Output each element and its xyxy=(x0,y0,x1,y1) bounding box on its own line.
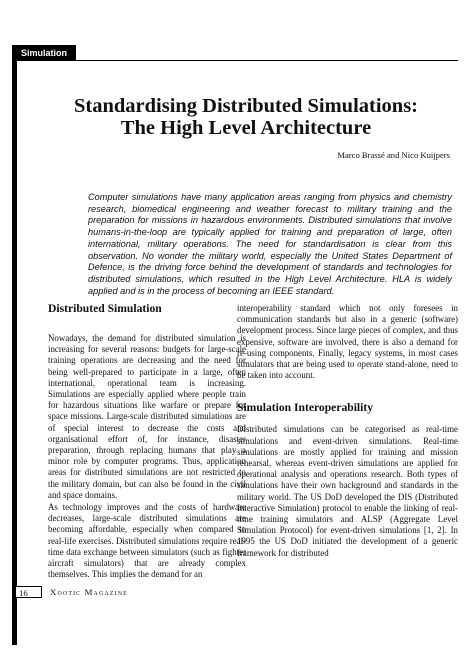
abstract: Computer simulations have many application areas ranging from physics and chemistry research, biomedical engineering and weather forecast to military training and the preparation for missions in hazardous environments. Distributed simulations that involve humans-in-the-loop are typically applied for training and preparation of large, often international, military operations. The need for standardisation is clear from this observation. No wonder the military world, especially the United States Department of Defence, is the driving force behind the development of standards and technologies for distributed simulations, which resulted in the High Level Architecture. HLA is widely applied and is in the process of becoming an IEEE standard. xyxy=(88,192,452,296)
page-number: 16 xyxy=(16,586,42,598)
article-title-line-1: Standardising Distributed Simulations: xyxy=(73,95,419,117)
authors: Marco Brassé and Nico Kuijpers xyxy=(337,150,450,160)
header-rule xyxy=(76,60,458,61)
right-column xyxy=(237,300,458,559)
left-margin-bar xyxy=(12,45,17,645)
section-heading-simulation-interoperability: Simulation Interoperability xyxy=(237,401,374,415)
body-paragraph: As technology improves and the costs of hardware decreases, large-scale distributed simulations are becoming affordable, especially when compared to real-life exercises. Distributed simulations require real-time data exchange between simulators (such as fighter aircraft simulators) that are already complex themselves. This implies the demand for an xyxy=(48,502,246,580)
left-column xyxy=(48,300,246,580)
body-paragraph: Nowadays, the demand for distributed simulation is increasing for several reasons: budgets for large-scale training operations are decreasing and the need for being well-prepared to participate in a large, often international, operational team is increasing. Simulations are especially applied where people train for hazardous situations like warfare or prepare for space missions. Large-scale distributed simulations are of special interest to decrease the costs and organisational effort of, for instance, disaster preparation, through replacing humans that play a minor role by computer programs. Thus, application areas for distributed simulations are not restricted to the military domain, but can also be found in the civil and space domains. xyxy=(48,333,246,500)
body-paragraph: interoperability standard which not only foresees in communication standards but also in a generic (software) development process. Since large pieces of complex, and thus expensive, software are involved, there is also a demand for re-using components. Finally, legacy systems, in most cases simulators that are being used to operate stand-alone, need to be taken into account. xyxy=(237,303,458,381)
article-title-line-2: The High Level Architecture xyxy=(120,117,372,139)
magazine-name: Xootic Magazine xyxy=(50,587,128,597)
section-heading-distributed-simulation: Distributed Simulation xyxy=(48,302,162,315)
section-label: Simulation xyxy=(16,45,76,61)
body-paragraph: Distributed simulations can be categorised as real-time simulations and event-driven simulations. Real-time simulations are mostly applied for training and mission rehearsal, whereas event-driven simulations are applied for operational analysis and operations research. Both types of simulations have their own background and standards in the military world. The US DoD developed the DIS (Distributed Interactive Simulation) protocol to enable the linking of real-time training simulators and ALSP (Aggregate Level Simulation Protocol) for event-driven simulations [1, 2]. In 1995 the US DoD initiated the development of a generic framework for distributed xyxy=(237,424,458,558)
